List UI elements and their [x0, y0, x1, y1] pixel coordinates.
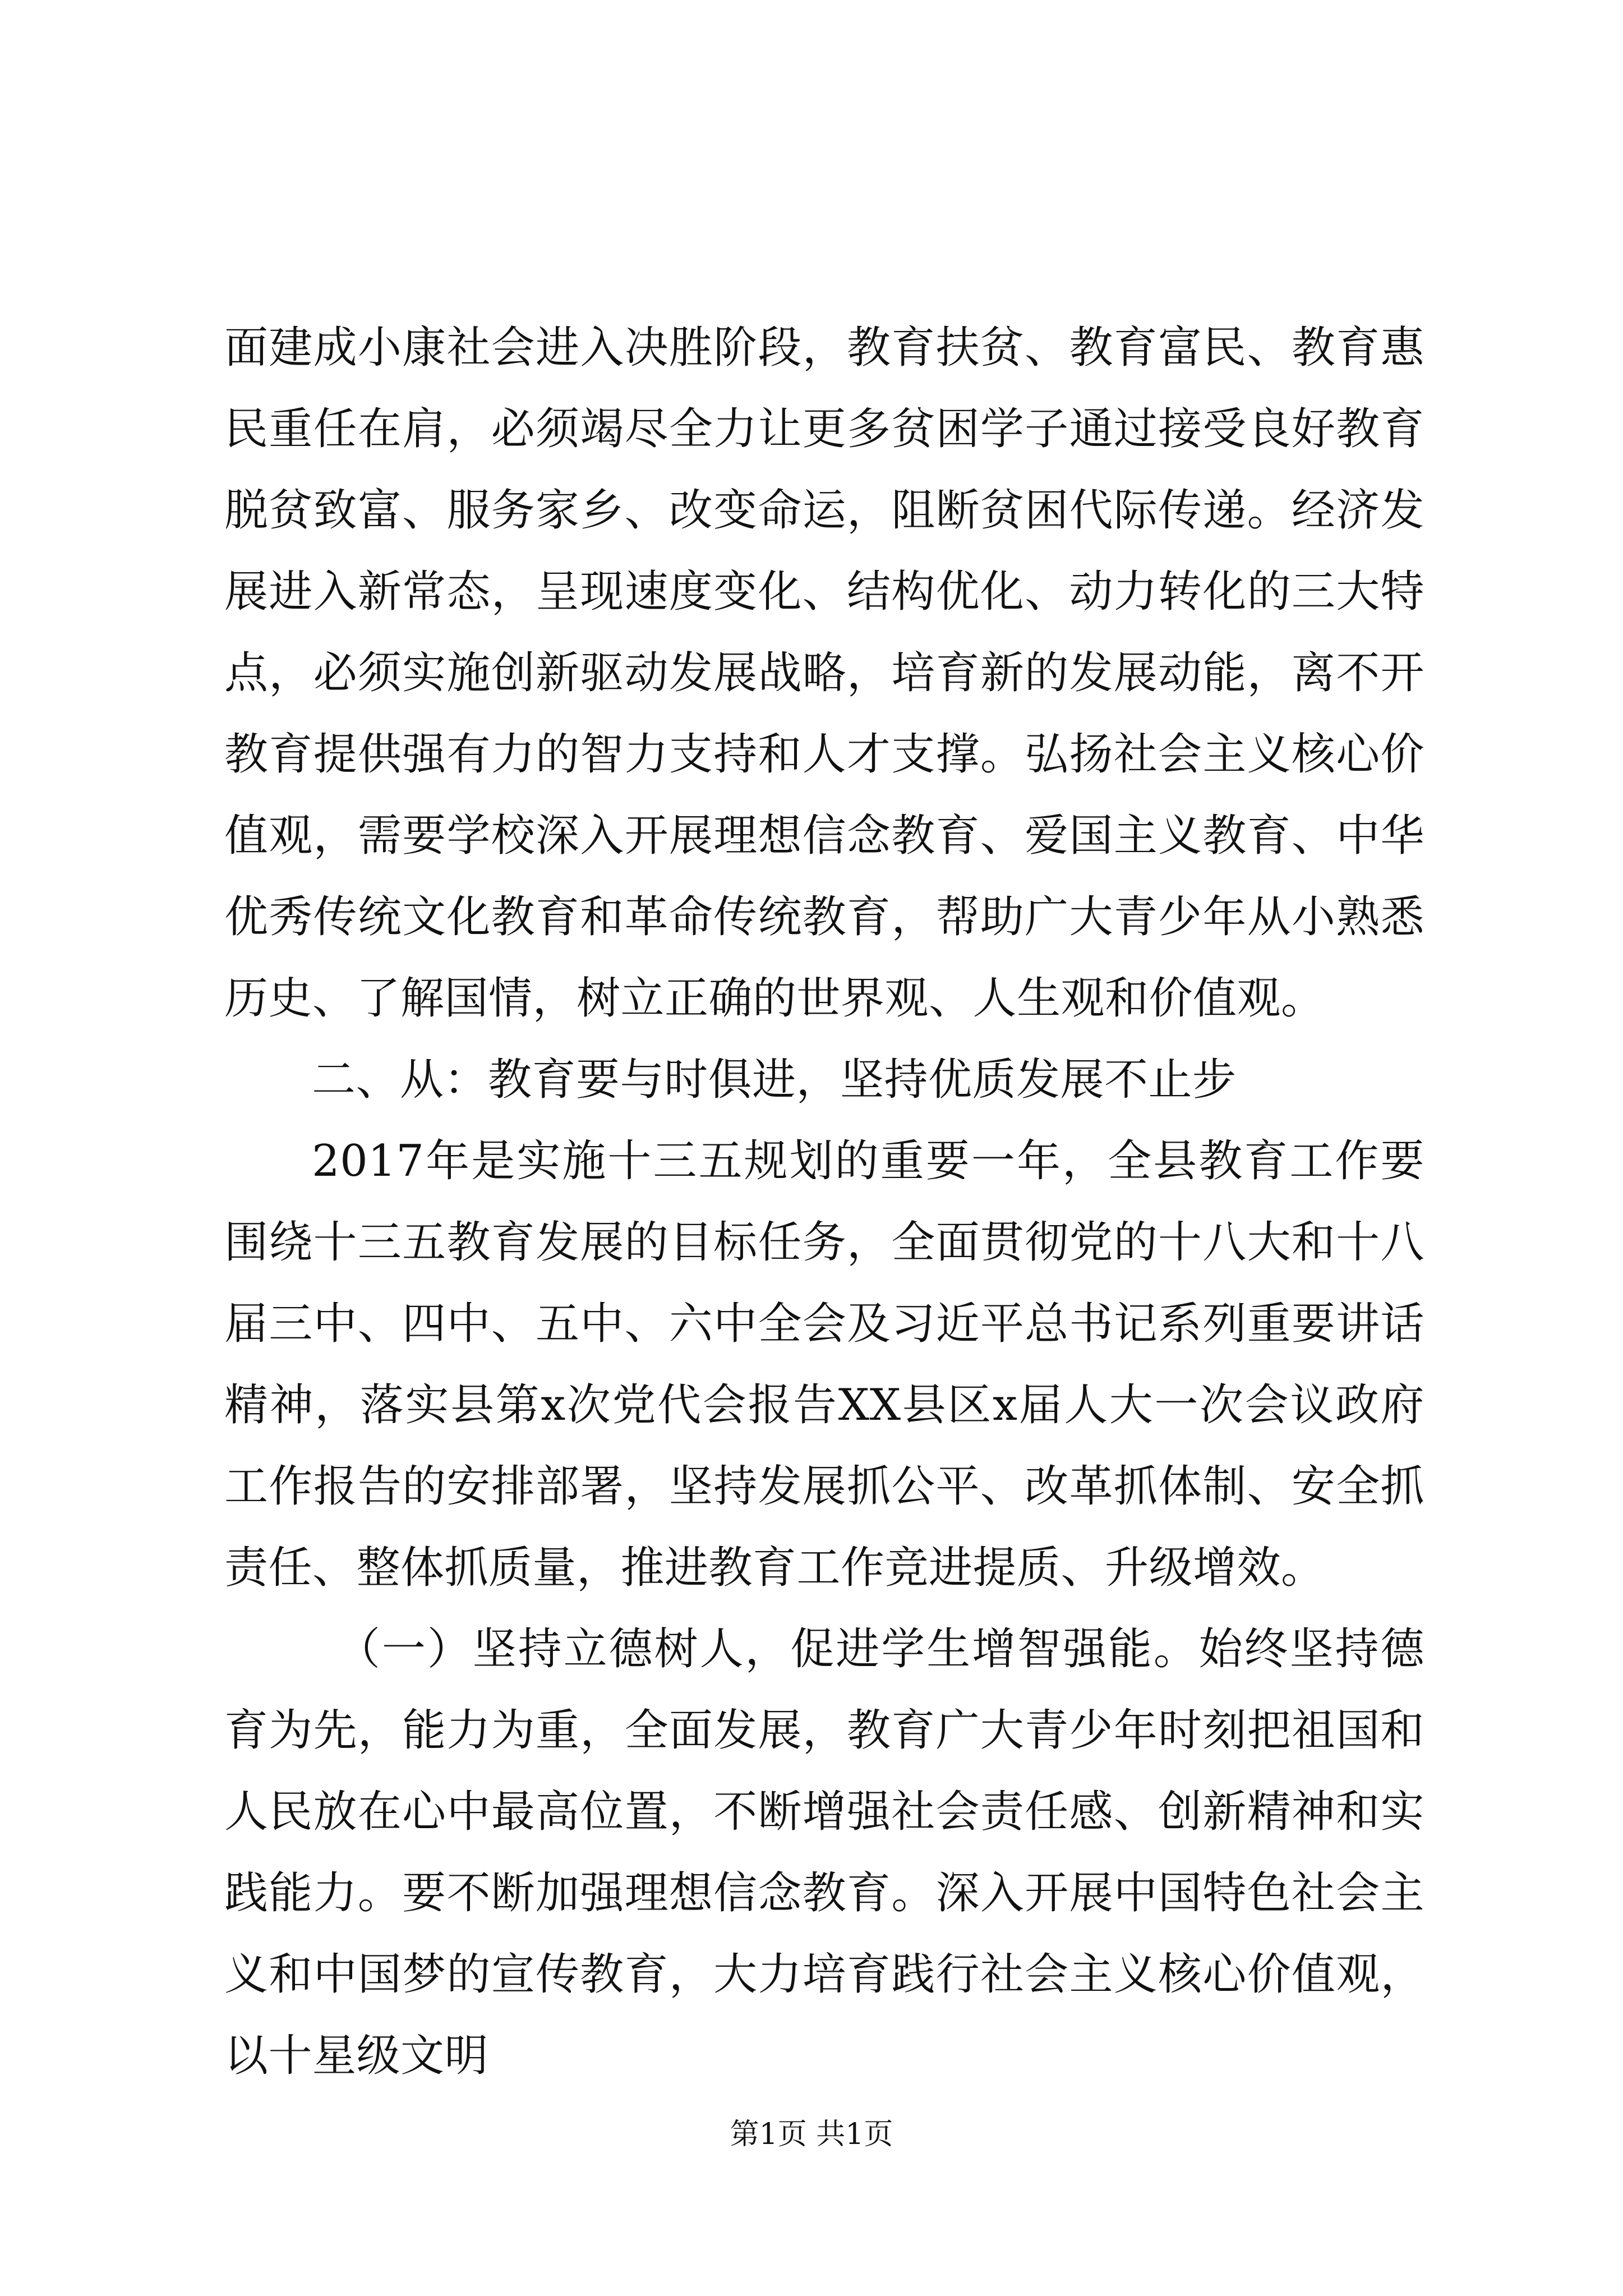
- paragraph-continuation: 面建成小康社会进入决胜阶段，教育扶贫、教育富民、教育惠民重任在肩，必须竭尽全力让更多贫困学子通过接受良好教育脱贫致富、服务家乡、改变命运，阻断贫困代际传递。经济发展进入新常态，呈现速度变化、结构优化、动力转化的三大特点，必须实施创新驱动发展战略，培育新的发展动能，离不开教育提供强有力的智力支持和人才支撑。弘扬社会主义核心价值观，需要学校深入开展理想信念教育、爱国主义教育、中华优秀传统文化教育和革命传统教育，帮助广大青少年从小熟悉历史、了解国情，树立正确的世界观、人生观和价值观。: [224, 323, 1424, 1024]
- page-footer: [0, 2115, 1623, 2154]
- paragraph-subsection: （一）坚持立德树人，促进学生增智强能。始终坚持德育为先，能力为重，全面发展，教育广大青少年时刻把祖国和人民放在心中最高位置，不断增强社会责任感、创新精神和实践能力。要不断加强理想信念教育。深入开展中国特色社会主义和中国梦的宣传教育，大力培育践行社会主义核心价值观，以十星级文明: [224, 1624, 1424, 2081]
- page-number-label: 第1页 共1页: [730, 2118, 893, 2151]
- section-heading: 二、从：教育要与时俱进，坚持优质发展不止步: [312, 1055, 1237, 1105]
- paragraph-body: 2017年是实施十三五规划的重要一年，全县教育工作要围绕十三五教育发展的目标任务，全面贯彻党的十八大和十八届三中、四中、五中、六中全会及习近平总书记系列重要讲话精神，落实县第x次党代会报告XX县区x届人大一次会议政府工作报告的安排部署，坚持发展抓公平、改革抓体制、安全抓责任、整体抓质量，推进教育工作竞进提质、升级增效。: [224, 1136, 1424, 1593]
- document-body: [224, 307, 1424, 2097]
